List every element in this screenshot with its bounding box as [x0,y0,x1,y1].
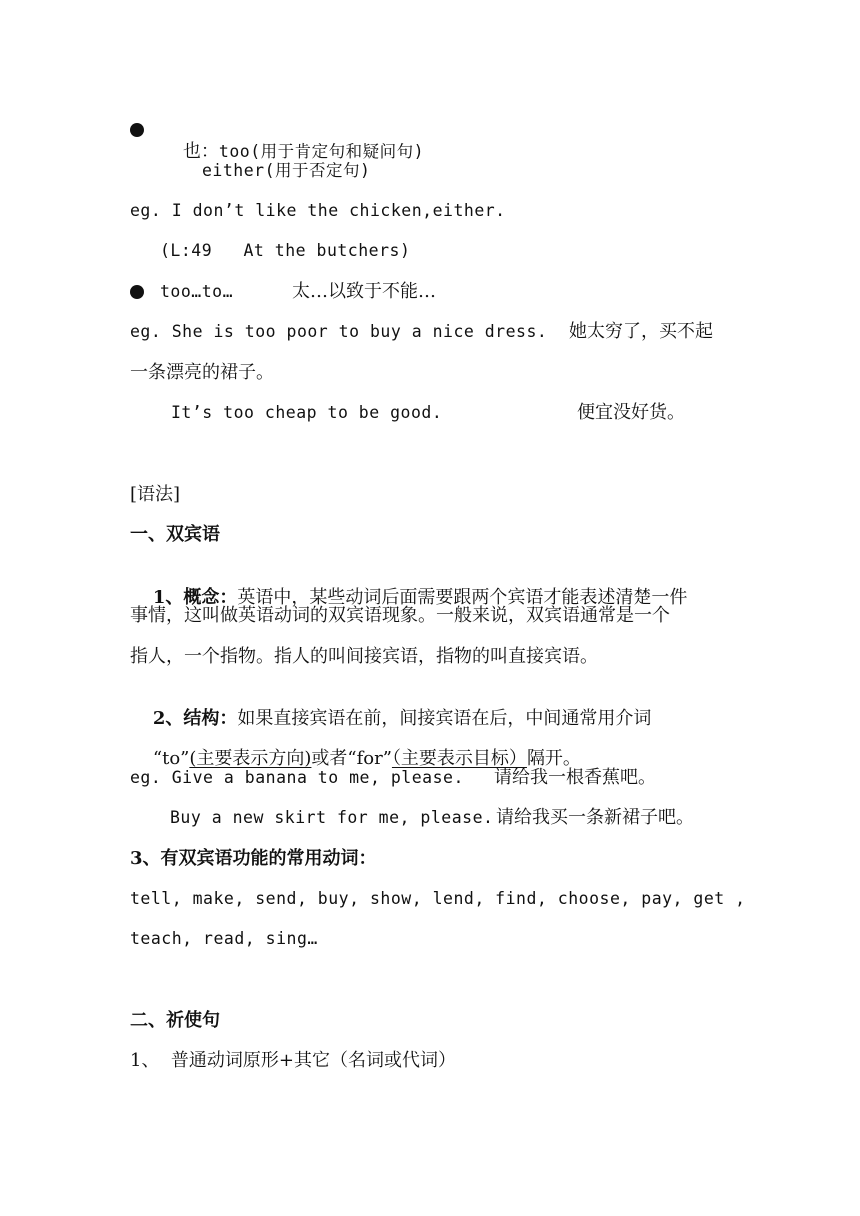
too-usage: too(用于肯定句和疑问句) [218,142,425,161]
too-to-meaning: 太…以致于不能… [292,281,436,302]
section-title-imperative: 二、祈使句 [130,1010,220,1031]
common-verbs-title: 3、有双宾语功能的常用动词： [130,848,377,869]
direction-note: (主要表示方向) [189,748,312,769]
example-2-en: Buy a new skirt for me, please. [170,808,494,827]
either-example: eg. I don’t like the chicken,either. [130,201,506,220]
section-title-double-object: 一、双宾语 [130,524,220,545]
too-to-example-en: eg. She is too poor to buy a nice dress. [130,322,548,341]
structure-label: 2、结构： [152,708,238,729]
either-usage: either(用于否定句) [202,161,371,180]
structure-text: 如果直接宾语在前，间接宾语在后，中间通常用介词 [237,708,652,729]
to-quote: “to” [152,748,190,769]
separated-text: 隔开。 [526,748,581,769]
cheap-example-en: It’s too cheap to be good. [171,403,443,422]
concept-paragraph-line-2: 事情，这叫做英语动词的双宾语现象。一般来说，双宾语通常是一个 [130,605,670,626]
concept-paragraph-line-3: 指人，一个指物。指人的叫间接宾语，指物的叫直接宾语。 [130,646,598,667]
example-1-en: eg. Give a banana to me, please. [130,768,464,787]
target-note: （主要表示目标） [391,748,527,769]
bullet-icon [130,123,144,137]
too-to-example-cn: 她太穷了，买不起 [569,321,713,342]
concept-label: 1、概念： [152,587,238,608]
common-verbs-line-1: tell, make, send, buy, show, lend, find, choose, pay, get , [130,889,746,908]
grammar-header: [语法] [130,484,181,505]
lesson-reference: (L:49 At the butchers) [160,241,411,260]
example-1-cn: 请给我一根香蕉吧。 [494,767,656,788]
imperative-item-1: 1、 普通动词原形+其它（名词或代词） [130,1050,456,1071]
too-prefix: 也： [182,141,219,162]
too-to-example-cn-cont: 一条漂亮的裙子。 [130,362,274,383]
bullet-icon [130,285,144,299]
for-quote: 或者“for” [311,748,392,769]
cheap-example-cn: 便宜没好货。 [577,402,685,423]
common-verbs-line-2: teach, read, sing… [130,929,318,948]
concept-text: 英语中，某些动词后面需要跟两个宾语才能表述清楚一件 [237,587,688,608]
example-2-cn: 请给我买一条新裙子吧。 [496,807,694,828]
too-to-pattern: too…to… [160,282,234,301]
